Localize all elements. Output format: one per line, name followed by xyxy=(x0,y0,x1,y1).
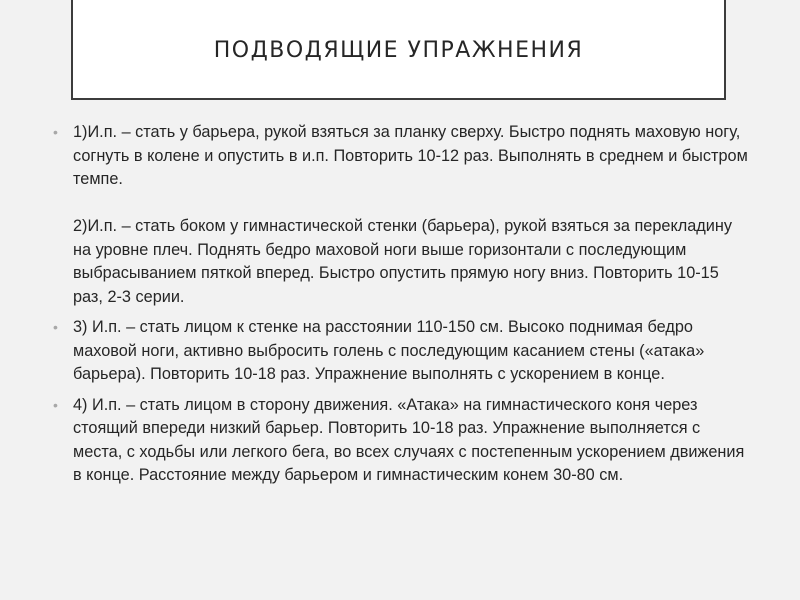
bullet-item xyxy=(52,316,752,387)
content-area xyxy=(52,121,752,488)
bullet-item xyxy=(52,394,752,488)
paragraph-spacer xyxy=(73,192,752,216)
bullet-item xyxy=(52,121,752,309)
bullet-paragraph: 4) И.п. – стать лицом в сторону движения. «Атака» на гимнастического коня через стоящий впереди низкий барьер. Повторить 10-18 раз. Упражнение выполняется с места, с ходьбы или легкого бега, во всех случаях с постепенным ускорением движения в конце. Расстояние между барьером и гимнастическим конем 30-80 см. xyxy=(73,395,745,484)
bullet-icon: • xyxy=(53,319,58,335)
bullet-paragraph: 2)И.п. – стать боком у гимнастической стенки (барьера), рукой взяться за перекладину на уровне плеч. Поднять бедро маховой ноги выше горизонтали с последующим выбрасыванием пяткой вперед. Быстро опустить прямую ногу вниз. Повторить 10-15 раз, 2-3 серии. xyxy=(73,217,733,306)
bullet-paragraph: 3) И.п. – стать лицом к стенке на расстоянии 110-150 см. Высоко поднимая бедро маховой ноги, активно выбросить голень с последующим касанием стены («атака» барьера). Повторить 10-18 раз. Упражнение выполнять с ускорением в конце. xyxy=(73,318,705,383)
slide-title: ПОДВОДЯЩИЕ УПРАЖНЕНИЯ xyxy=(213,37,584,63)
bullet-icon: • xyxy=(53,396,58,413)
bullet-icon: • xyxy=(53,124,58,140)
title-box xyxy=(71,0,726,100)
bullet-paragraph: 1)И.п. – стать у барьера, рукой взяться за планку сверху. Быстро поднять маховую ногу, согнуть в колене и опустить в и.п. Повторить 10-12 раз. Выполнять в среднем и быстром темпе. xyxy=(73,123,748,188)
